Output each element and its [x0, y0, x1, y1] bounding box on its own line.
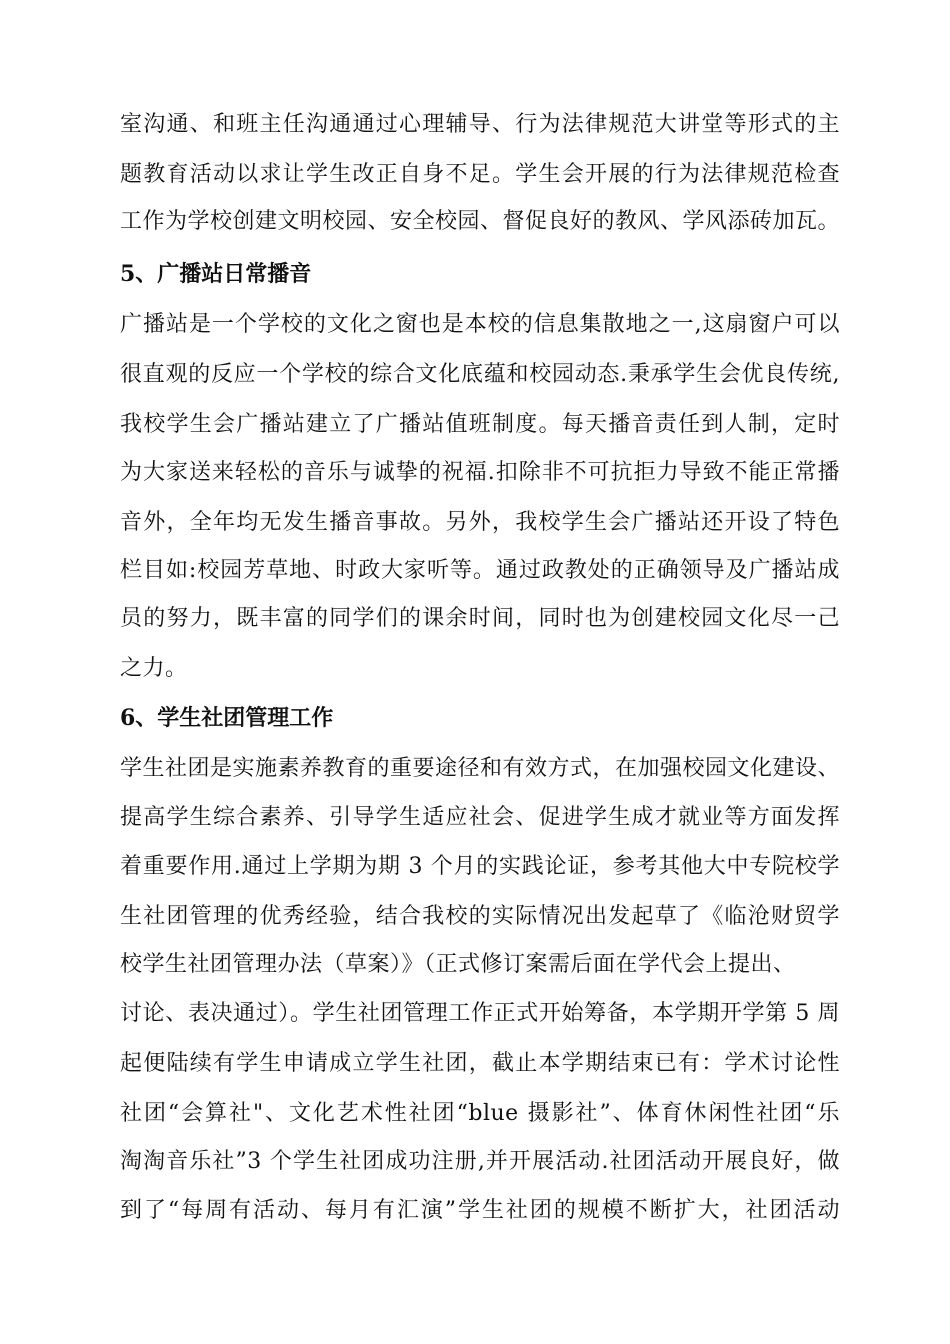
paragraph-line: 广播站是一个学校的文化之窗也是本校的信息集散地之一,这扇窗户可以 — [120, 312, 840, 337]
paragraph-line: 社团“会算社"、文化艺术性社团“blue 摄影社”、体育休闲性社团“乐 — [120, 1101, 840, 1126]
paragraph-line: 音外，全年均无发生播音事故。另外，我校学生会广播站还开设了特色 — [120, 510, 840, 535]
paragraph-line: 校学生社团管理办法（草案）》（正式修订案需后面在学代会上提出、 — [120, 952, 796, 977]
paragraph-line: 生社团管理的优秀经验，结合我校的实际情况出发起草了《临沧财贸学 — [120, 904, 840, 929]
paragraph-line: 员的努力，既丰富的同学们的课余时间，同时也为创建校园文化尽一己 — [120, 606, 840, 631]
paragraph-line: 起便陆续有学生申请成立学生社团，截止本学期结束已有：学术讨论性 — [120, 1051, 840, 1076]
paragraph-line: 我校学生会广播站建立了广播站值班制度。每天播音责任到人制，定时 — [120, 412, 840, 437]
section-heading: 6、学生社团管理工作 — [120, 705, 334, 731]
paragraph-line: 学生社团是实施素养教育的重要途径和有效方式，在加强校园文化建设、 — [120, 756, 840, 781]
paragraph-line: 工作为学校创建文明校园、安全校园、督促良好的教风、学风添砖加瓦。 — [120, 209, 840, 234]
paragraph-line: 之力。 — [120, 656, 188, 681]
paragraph-line: 淘淘音乐社”3 个学生社团成功注册,并开展活动.社团活动开展良好，做 — [120, 1149, 840, 1174]
paragraph-line: 很直观的反应一个学校的综合文化底蕴和校园动态.秉承学生会优良传统, — [120, 362, 840, 387]
paragraph-line: 题教育活动以求让学生改正自身不足。学生会开展的行为法律规范检查 — [120, 162, 840, 187]
paragraph-line: 讨论、表决通过）。学生社团管理工作正式开始筹备，本学期开学第 5 周 — [120, 1001, 840, 1026]
paragraph-line: 室沟通、和班主任沟通通过心理辅导、行为法律规范大讲堂等形式的主 — [120, 112, 840, 137]
paragraph-line: 着重要作用.通过上学期为期 3 个月的实践论证，参考其他大中专院校学 — [120, 854, 840, 879]
paragraph-line: 栏目如:校园芳草地、时政大家听等。通过政教处的正确领导及广播站成 — [120, 558, 840, 583]
section-heading: 5、广播站日常播音 — [120, 261, 312, 287]
paragraph-line: 提高学生综合素养、引导学生适应社会、促进学生成才就业等方面发挥 — [120, 805, 840, 830]
paragraph-line: 到了“每周有活动、每月有汇演”学生社团的规模不断扩大，社团活动 — [120, 1198, 840, 1223]
paragraph-line: 为大家送来轻松的音乐与诚挚的祝福.扣除非不可抗拒力导致不能正常播 — [120, 460, 840, 485]
